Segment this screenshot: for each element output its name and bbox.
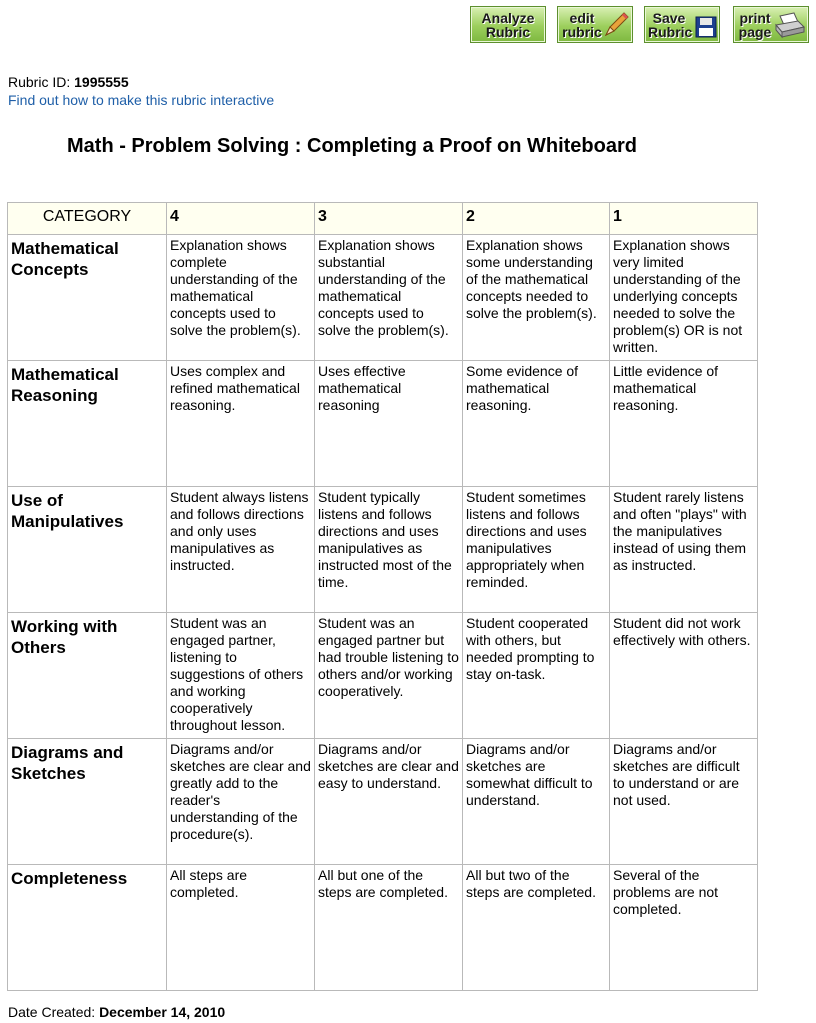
row-category: Use of Manipulatives xyxy=(8,487,167,613)
table-row xyxy=(8,487,758,613)
table-cell: Little evidence of mathematical reasoning. xyxy=(610,361,758,487)
table-cell: Student always listens and follows directions and only uses manipulatives as instructed. xyxy=(167,487,315,613)
table-cell: Student was an engaged partner, listening to suggestions of others and working cooperatively throughout lesson. xyxy=(167,613,315,739)
header-score-1: 1 xyxy=(610,203,758,235)
header-category: CATEGORY xyxy=(8,203,167,235)
row-category: Completeness xyxy=(8,865,167,991)
table-cell: Diagrams and/or sketches are somewhat difficult to understand. xyxy=(463,739,610,865)
rubric-id-value: 1995555 xyxy=(74,74,129,90)
table-cell: Diagrams and/or sketches are clear and greatly add to the reader's understanding of the procedure(s). xyxy=(167,739,315,865)
table-cell: Student did not work effectively with others. xyxy=(610,613,758,739)
header-score-2: 2 xyxy=(463,203,610,235)
header-score-4: 4 xyxy=(167,203,315,235)
date-created-value: December 14, 2010 xyxy=(99,1004,226,1020)
save-rubric-button[interactable] xyxy=(644,6,720,43)
table-cell: Diagrams and/or sketches are clear and easy to understand. xyxy=(315,739,463,865)
edit-rubric-label: edit rubric xyxy=(562,10,602,40)
printer-icon xyxy=(774,12,806,40)
table-row xyxy=(8,613,758,739)
table-cell: All but one of the steps are completed. xyxy=(315,865,463,991)
date-created xyxy=(8,1004,225,1020)
table-cell: Student typically listens and follows directions and uses manipulatives as instructed most of the time. xyxy=(315,487,463,613)
table-header-row xyxy=(8,203,758,235)
table-cell: Diagrams and/or sketches are difficult to understand or are not used. xyxy=(610,739,758,865)
analyze-rubric-label: Analyze Rubric xyxy=(481,10,535,40)
table-cell: Student sometimes listens and follows directions and uses manipulatives appropriately when reminded. xyxy=(463,487,610,613)
rubric-table xyxy=(7,202,758,991)
table-row xyxy=(8,361,758,487)
row-category: Mathematical Reasoning xyxy=(8,361,167,487)
floppy-disk-icon xyxy=(695,16,717,38)
table-cell: Uses effective mathematical reasoning xyxy=(315,361,463,487)
row-category: Working with Others xyxy=(8,613,167,739)
table-cell: Student was an engaged partner but had trouble listening to others and/or working cooperatively. xyxy=(315,613,463,739)
pencil-icon xyxy=(602,11,630,39)
interactive-rubric-link[interactable]: Find out how to make this rubric interactive xyxy=(8,92,275,108)
table-row xyxy=(8,739,758,865)
row-category: Mathematical Concepts xyxy=(8,235,167,361)
analyze-rubric-button[interactable] xyxy=(470,6,546,43)
table-cell: Several of the problems are not completed. xyxy=(610,865,758,991)
edit-rubric-button[interactable] xyxy=(557,6,633,43)
table-cell: All but two of the steps are completed. xyxy=(463,865,610,991)
table-cell: All steps are completed. xyxy=(167,865,315,991)
rubric-id-label: Rubric ID: xyxy=(8,74,71,90)
rubric-id xyxy=(8,74,129,90)
header-score-3: 3 xyxy=(315,203,463,235)
row-category: Diagrams and Sketches xyxy=(8,739,167,865)
save-rubric-label: Save Rubric xyxy=(648,10,693,40)
table-row xyxy=(8,865,758,991)
table-cell: Explanation shows complete understanding of the mathematical concepts used to solve the problem(s). xyxy=(167,235,315,361)
table-cell: Explanation shows substantial understanding of the mathematical concepts used to solve the problem(s). xyxy=(315,235,463,361)
table-row xyxy=(8,235,758,361)
date-created-label: Date Created: xyxy=(8,1004,96,1020)
table-cell: Student rarely listens and often "plays" with the manipulatives instead of using them as instructed. xyxy=(610,487,758,613)
print-page-button[interactable] xyxy=(733,6,809,43)
table-cell: Uses complex and refined mathematical reasoning. xyxy=(167,361,315,487)
print-page-label: print page xyxy=(738,10,772,40)
table-cell: Some evidence of mathematical reasoning. xyxy=(463,361,610,487)
table-cell: Explanation shows very limited understanding of the underlying concepts needed to solve the problem(s) OR is not written. xyxy=(610,235,758,361)
page-title: Math - Problem Solving : Completing a Proof on Whiteboard xyxy=(67,135,637,157)
toolbar xyxy=(470,6,810,46)
table-cell: Student cooperated with others, but needed prompting to stay on-task. xyxy=(463,613,610,739)
table-cell: Explanation shows some understanding of the mathematical concepts needed to solve the problem(s). xyxy=(463,235,610,361)
